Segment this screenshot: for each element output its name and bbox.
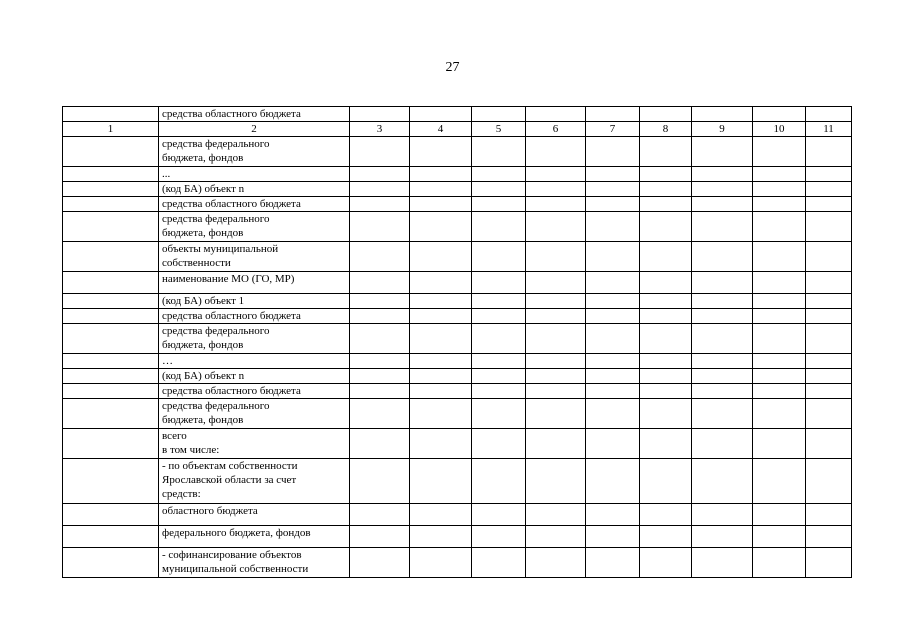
table-cell xyxy=(410,354,472,369)
table-cell xyxy=(63,294,159,309)
table-cell xyxy=(586,107,640,122)
table-cell xyxy=(753,459,806,504)
table-cell xyxy=(410,107,472,122)
table-cell xyxy=(692,429,753,459)
table-cell-description: - софинансирование объектов муниципальной собственности xyxy=(159,548,350,578)
table-cell xyxy=(63,429,159,459)
table-cell xyxy=(472,399,526,429)
table-cell xyxy=(63,548,159,578)
table-cell xyxy=(640,384,692,399)
table-cell xyxy=(526,429,586,459)
table-cell xyxy=(753,526,806,548)
table-cell xyxy=(410,167,472,182)
table-cell xyxy=(472,167,526,182)
table-body xyxy=(63,107,852,578)
table-cell xyxy=(472,294,526,309)
table-cell xyxy=(526,137,586,167)
table-cell xyxy=(410,197,472,212)
table-cell xyxy=(526,324,586,354)
table-cell xyxy=(410,384,472,399)
table-cell-description: - по объектам собственности Ярославской области за счет средств: xyxy=(159,459,350,504)
table-cell xyxy=(472,354,526,369)
table-cell xyxy=(753,384,806,399)
table-cell-description: средства областного бюджета xyxy=(159,107,350,122)
table-cell xyxy=(63,212,159,242)
table-cell xyxy=(692,369,753,384)
table-row xyxy=(63,272,852,294)
table-cell xyxy=(526,294,586,309)
table-cell xyxy=(806,354,852,369)
table-cell xyxy=(806,429,852,459)
table-cell xyxy=(640,369,692,384)
table-cell xyxy=(753,107,806,122)
table-cell xyxy=(350,309,410,324)
table-cell xyxy=(526,399,586,429)
column-number-8: 8 xyxy=(640,122,692,137)
table-cell xyxy=(753,369,806,384)
table-cell xyxy=(640,294,692,309)
table-cell xyxy=(806,107,852,122)
table-cell-description: всего в том числе: xyxy=(159,429,350,459)
table-cell xyxy=(350,369,410,384)
table-cell xyxy=(586,182,640,197)
table-cell xyxy=(586,294,640,309)
table-row xyxy=(63,354,852,369)
table-cell xyxy=(692,324,753,354)
table-cell xyxy=(410,429,472,459)
table-cell xyxy=(410,526,472,548)
table-cell xyxy=(586,504,640,526)
table-row xyxy=(63,309,852,324)
table-cell xyxy=(806,197,852,212)
table-cell-description: областного бюджета xyxy=(159,504,350,526)
table-cell xyxy=(472,137,526,167)
table-cell xyxy=(350,294,410,309)
table-cell xyxy=(526,167,586,182)
table-cell xyxy=(692,526,753,548)
table-cell-description: средства федерального бюджета, фондов xyxy=(159,399,350,429)
table-cell xyxy=(806,324,852,354)
table-cell xyxy=(692,197,753,212)
table-cell xyxy=(806,212,852,242)
table-cell xyxy=(472,369,526,384)
table-cell xyxy=(350,526,410,548)
table-cell xyxy=(526,212,586,242)
table-cell xyxy=(472,429,526,459)
table-cell xyxy=(472,504,526,526)
table-cell xyxy=(806,182,852,197)
table-cell xyxy=(526,242,586,272)
table-cell-description: ... xyxy=(159,167,350,182)
table-row xyxy=(63,167,852,182)
table-cell xyxy=(472,182,526,197)
table-cell xyxy=(753,212,806,242)
table-cell xyxy=(63,137,159,167)
table-cell xyxy=(526,526,586,548)
table-cell xyxy=(472,526,526,548)
table-cell-description: объекты муниципальной собственности xyxy=(159,242,350,272)
table-cell xyxy=(63,272,159,294)
table-cell xyxy=(753,197,806,212)
table-row xyxy=(63,399,852,429)
table-cell xyxy=(63,354,159,369)
table-cell xyxy=(63,309,159,324)
table-cell xyxy=(350,212,410,242)
table-cell xyxy=(692,309,753,324)
table-cell-description: средства областного бюджета xyxy=(159,384,350,399)
table-cell xyxy=(350,137,410,167)
table-cell xyxy=(753,309,806,324)
table-cell xyxy=(526,369,586,384)
table-cell xyxy=(472,242,526,272)
table-cell xyxy=(586,197,640,212)
table-cell xyxy=(350,459,410,504)
table-cell xyxy=(692,548,753,578)
table-cell xyxy=(806,309,852,324)
column-number-4: 4 xyxy=(410,122,472,137)
table-cell xyxy=(692,137,753,167)
table-cell xyxy=(410,294,472,309)
table-row xyxy=(63,242,852,272)
table-cell xyxy=(753,324,806,354)
table-cell xyxy=(472,459,526,504)
table-cell-description: средства областного бюджета xyxy=(159,197,350,212)
table-cell xyxy=(410,504,472,526)
table-cell xyxy=(586,242,640,272)
table-cell xyxy=(692,459,753,504)
table-row xyxy=(63,459,852,504)
table-cell xyxy=(692,399,753,429)
table-cell xyxy=(410,272,472,294)
table-cell xyxy=(63,384,159,399)
table-cell xyxy=(753,182,806,197)
table-cell xyxy=(806,459,852,504)
table-cell xyxy=(806,242,852,272)
table-cell xyxy=(692,167,753,182)
table-cell xyxy=(526,309,586,324)
table-cell-description: (код БА) объект n xyxy=(159,369,350,384)
table-cell xyxy=(640,107,692,122)
table-cell xyxy=(753,137,806,167)
table-cell xyxy=(753,167,806,182)
table-cell xyxy=(640,429,692,459)
table-cell xyxy=(586,429,640,459)
table-cell xyxy=(806,384,852,399)
column-number-1: 1 xyxy=(63,122,159,137)
table-cell xyxy=(350,272,410,294)
table-cell xyxy=(586,369,640,384)
table-cell xyxy=(472,324,526,354)
page-number: 27 xyxy=(445,60,460,75)
table-cell xyxy=(350,354,410,369)
table-cell xyxy=(526,197,586,212)
table-cell xyxy=(526,182,586,197)
table-cell xyxy=(472,272,526,294)
table-row xyxy=(63,429,852,459)
table-cell xyxy=(350,399,410,429)
column-number-6: 6 xyxy=(526,122,586,137)
table-cell xyxy=(410,324,472,354)
table-cell xyxy=(640,324,692,354)
table-cell xyxy=(692,272,753,294)
table-cell xyxy=(586,324,640,354)
table-header-row xyxy=(63,122,852,137)
table-cell xyxy=(586,548,640,578)
table-row xyxy=(63,526,852,548)
table-cell xyxy=(753,429,806,459)
table-cell xyxy=(806,137,852,167)
table-cell xyxy=(640,309,692,324)
table-cell xyxy=(586,526,640,548)
table-cell-description: (код БА) объект n xyxy=(159,182,350,197)
table-cell xyxy=(410,548,472,578)
table-cell xyxy=(586,137,640,167)
table-cell xyxy=(410,137,472,167)
budget-table xyxy=(62,106,852,578)
table-cell xyxy=(640,137,692,167)
table-cell xyxy=(526,459,586,504)
table-cell xyxy=(410,212,472,242)
table-cell xyxy=(640,272,692,294)
table-cell xyxy=(526,107,586,122)
table-cell xyxy=(350,548,410,578)
column-number-5: 5 xyxy=(472,122,526,137)
table-cell xyxy=(586,459,640,504)
table-cell xyxy=(753,354,806,369)
table-cell xyxy=(640,212,692,242)
table-cell xyxy=(410,309,472,324)
table-cell xyxy=(692,504,753,526)
table-cell xyxy=(350,167,410,182)
table-cell-description: средства федерального бюджета, фондов xyxy=(159,212,350,242)
table-row xyxy=(63,504,852,526)
table-cell xyxy=(586,384,640,399)
table-cell xyxy=(806,167,852,182)
column-number-2: 2 xyxy=(159,122,350,137)
table-cell xyxy=(526,354,586,369)
table-cell xyxy=(640,182,692,197)
table-cell xyxy=(586,309,640,324)
table-cell xyxy=(806,399,852,429)
table-cell xyxy=(640,242,692,272)
table-cell xyxy=(806,526,852,548)
table-cell xyxy=(410,399,472,429)
table-cell xyxy=(692,354,753,369)
table-cell xyxy=(350,182,410,197)
table-cell xyxy=(472,384,526,399)
table-cell-description: федерального бюджета, фондов xyxy=(159,526,350,548)
table-cell xyxy=(640,197,692,212)
table-cell xyxy=(586,167,640,182)
table-cell xyxy=(753,548,806,578)
table-row xyxy=(63,212,852,242)
table-cell xyxy=(63,399,159,429)
table-row xyxy=(63,197,852,212)
table-cell xyxy=(63,324,159,354)
table-cell xyxy=(472,107,526,122)
table-cell xyxy=(526,548,586,578)
table-cell xyxy=(350,107,410,122)
table-cell xyxy=(692,242,753,272)
table-cell xyxy=(806,504,852,526)
table-cell xyxy=(692,182,753,197)
table-cell xyxy=(692,212,753,242)
table-cell-description: средства федерального бюджета, фондов xyxy=(159,137,350,167)
table-cell-description: … xyxy=(159,354,350,369)
table-cell xyxy=(526,384,586,399)
table-cell xyxy=(640,459,692,504)
table-row xyxy=(63,294,852,309)
table-cell xyxy=(410,459,472,504)
table-cell xyxy=(586,399,640,429)
table-cell xyxy=(63,369,159,384)
table-cell xyxy=(526,504,586,526)
table-cell xyxy=(586,212,640,242)
table-cell xyxy=(472,197,526,212)
table-cell xyxy=(806,272,852,294)
table-cell xyxy=(806,294,852,309)
table-cell xyxy=(753,399,806,429)
table-cell xyxy=(410,182,472,197)
column-number-9: 9 xyxy=(692,122,753,137)
table-cell xyxy=(640,399,692,429)
table-cell xyxy=(640,548,692,578)
table-cell xyxy=(350,324,410,354)
table-cell xyxy=(753,242,806,272)
table-cell xyxy=(640,504,692,526)
table-row xyxy=(63,384,852,399)
table-cell-description: наименование МО (ГО, МР) xyxy=(159,272,350,294)
table-row-top xyxy=(63,107,852,122)
table-row xyxy=(63,324,852,354)
table-cell xyxy=(63,459,159,504)
table-cell xyxy=(753,504,806,526)
column-number-10: 10 xyxy=(753,122,806,137)
table-cell xyxy=(350,504,410,526)
table-cell xyxy=(350,429,410,459)
table-row xyxy=(63,369,852,384)
table-cell xyxy=(472,548,526,578)
table-cell xyxy=(753,272,806,294)
table-cell xyxy=(350,197,410,212)
table-cell xyxy=(63,526,159,548)
table-cell xyxy=(640,354,692,369)
table-cell xyxy=(472,309,526,324)
table-cell xyxy=(63,182,159,197)
table-cell xyxy=(350,242,410,272)
table-cell xyxy=(63,197,159,212)
table-cell xyxy=(692,107,753,122)
table-cell xyxy=(753,294,806,309)
table-row xyxy=(63,548,852,578)
table-cell xyxy=(63,242,159,272)
table-cell xyxy=(806,369,852,384)
table-cell xyxy=(586,272,640,294)
table-cell xyxy=(640,526,692,548)
table-cell xyxy=(410,242,472,272)
table-cell xyxy=(526,272,586,294)
table-cell xyxy=(410,369,472,384)
table-row xyxy=(63,137,852,167)
table-cell-description: (код БА) объект 1 xyxy=(159,294,350,309)
table-cell xyxy=(640,167,692,182)
table-cell xyxy=(692,384,753,399)
column-number-11: 11 xyxy=(806,122,852,137)
table-cell-description: средства областного бюджета xyxy=(159,309,350,324)
table-cell xyxy=(63,504,159,526)
column-number-7: 7 xyxy=(586,122,640,137)
table-row xyxy=(63,182,852,197)
table-cell xyxy=(63,167,159,182)
table-cell xyxy=(806,548,852,578)
table-cell-description: средства федерального бюджета, фондов xyxy=(159,324,350,354)
column-number-3: 3 xyxy=(350,122,410,137)
table-cell xyxy=(350,384,410,399)
table-cell xyxy=(692,294,753,309)
table-cell xyxy=(63,107,159,122)
table-cell xyxy=(472,212,526,242)
table-cell xyxy=(586,354,640,369)
